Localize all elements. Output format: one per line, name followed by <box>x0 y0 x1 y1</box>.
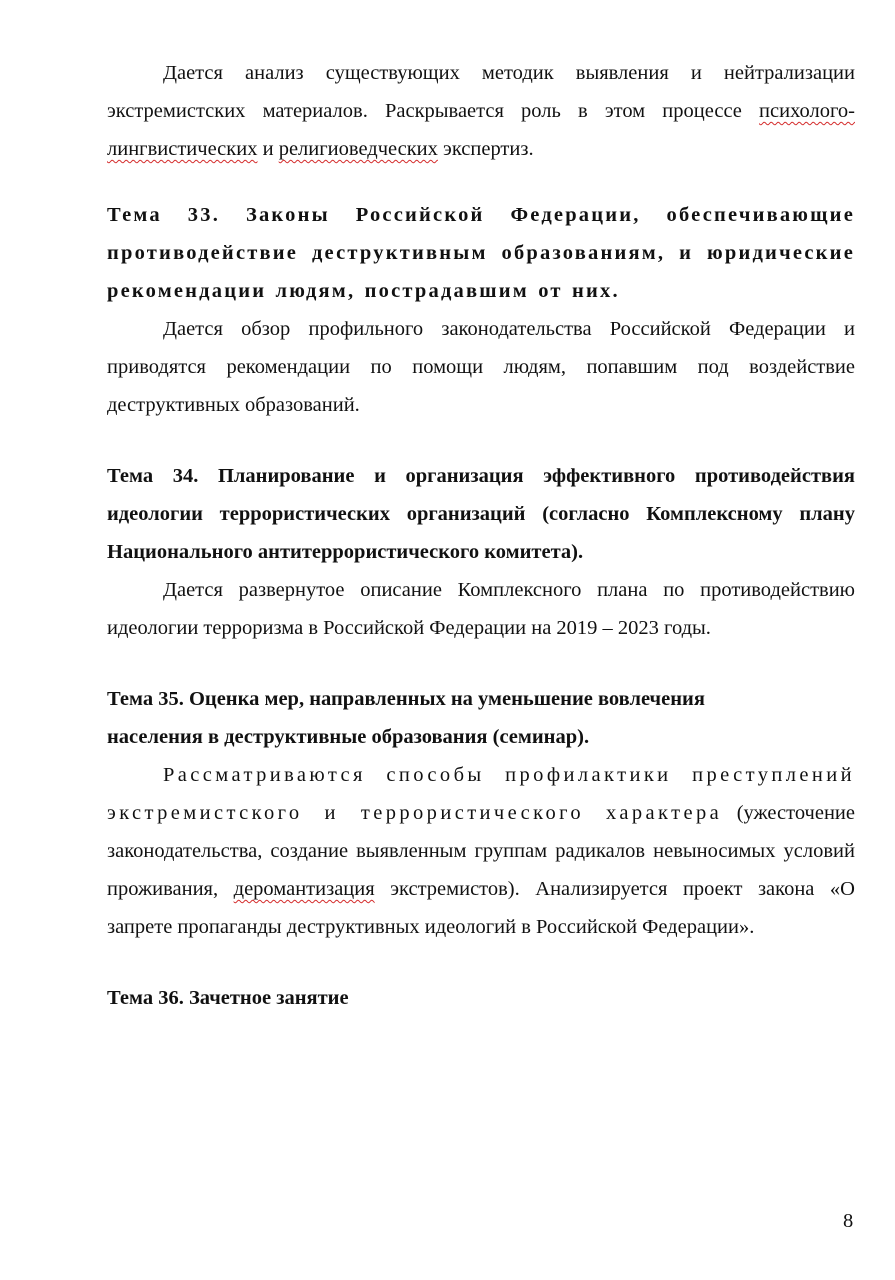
topic-33-body: Дается обзор профильного законодательства Российской Федерации и приводятся рекомендации по помощи людям, попавшим под воздействие деструктивных образований. <box>107 318 855 416</box>
topic-35-body-text: Рассматриваются способы профилактики преступлений экстремистского и террористического характера <box>107 764 855 824</box>
topic-36-heading: Тема 36. Зачетное занятие <box>107 987 349 1009</box>
intro-paragraph <box>107 54 855 168</box>
topic-35-heading <box>107 680 855 756</box>
spellcheck-word: психолого-лингвистических <box>107 100 855 160</box>
topic-34-body: Дается развернутое описание Комплексного плана по противодействию идеологии терроризма в Российской Федерации на 2019 – 2023 годы. <box>107 579 855 639</box>
spellcheck-word: религиоведческих <box>278 138 438 160</box>
topic-35-body <box>107 756 855 946</box>
topic-35-body-text: экстремистов). Анализируется проект закона «О запрете пропаганды деструктивных идеологий в Российской Федерации». <box>107 878 855 938</box>
topic-35-heading-line1: Тема 35. Оценка мер, направленных на уменьшение вовлечения <box>107 688 705 710</box>
topic-34-heading: Тема 34. Планирование и организация эффективного противодействия идеологии террористических организаций (согласно Комплексному плану Национального антитеррористического комитета). <box>107 465 855 563</box>
topic-35-heading-line2: населения в деструктивные образования (семинар). <box>107 726 590 748</box>
intro-text: экспертиз. <box>437 138 534 160</box>
document-page <box>107 54 855 1017</box>
spellcheck-word: деромантизация <box>233 878 375 900</box>
topic-35-body-text: (ужесточение законодательства, создание выявленным группам радикалов невыносимых условий проживания, <box>107 802 855 900</box>
page-number: 8 <box>843 1210 854 1232</box>
topic-33-heading: Тема 33. Законы Российской Федерации, обеспечивающие противодействие деструктивным образованиям, и юридические рекомендации людям, пострадавшим от них. <box>107 204 855 302</box>
intro-text: и <box>257 138 279 160</box>
intro-text: Дается анализ существующих методик выявления и нейтрализации экстремистских материалов. Раскрывается роль в этом процессе <box>107 62 855 122</box>
